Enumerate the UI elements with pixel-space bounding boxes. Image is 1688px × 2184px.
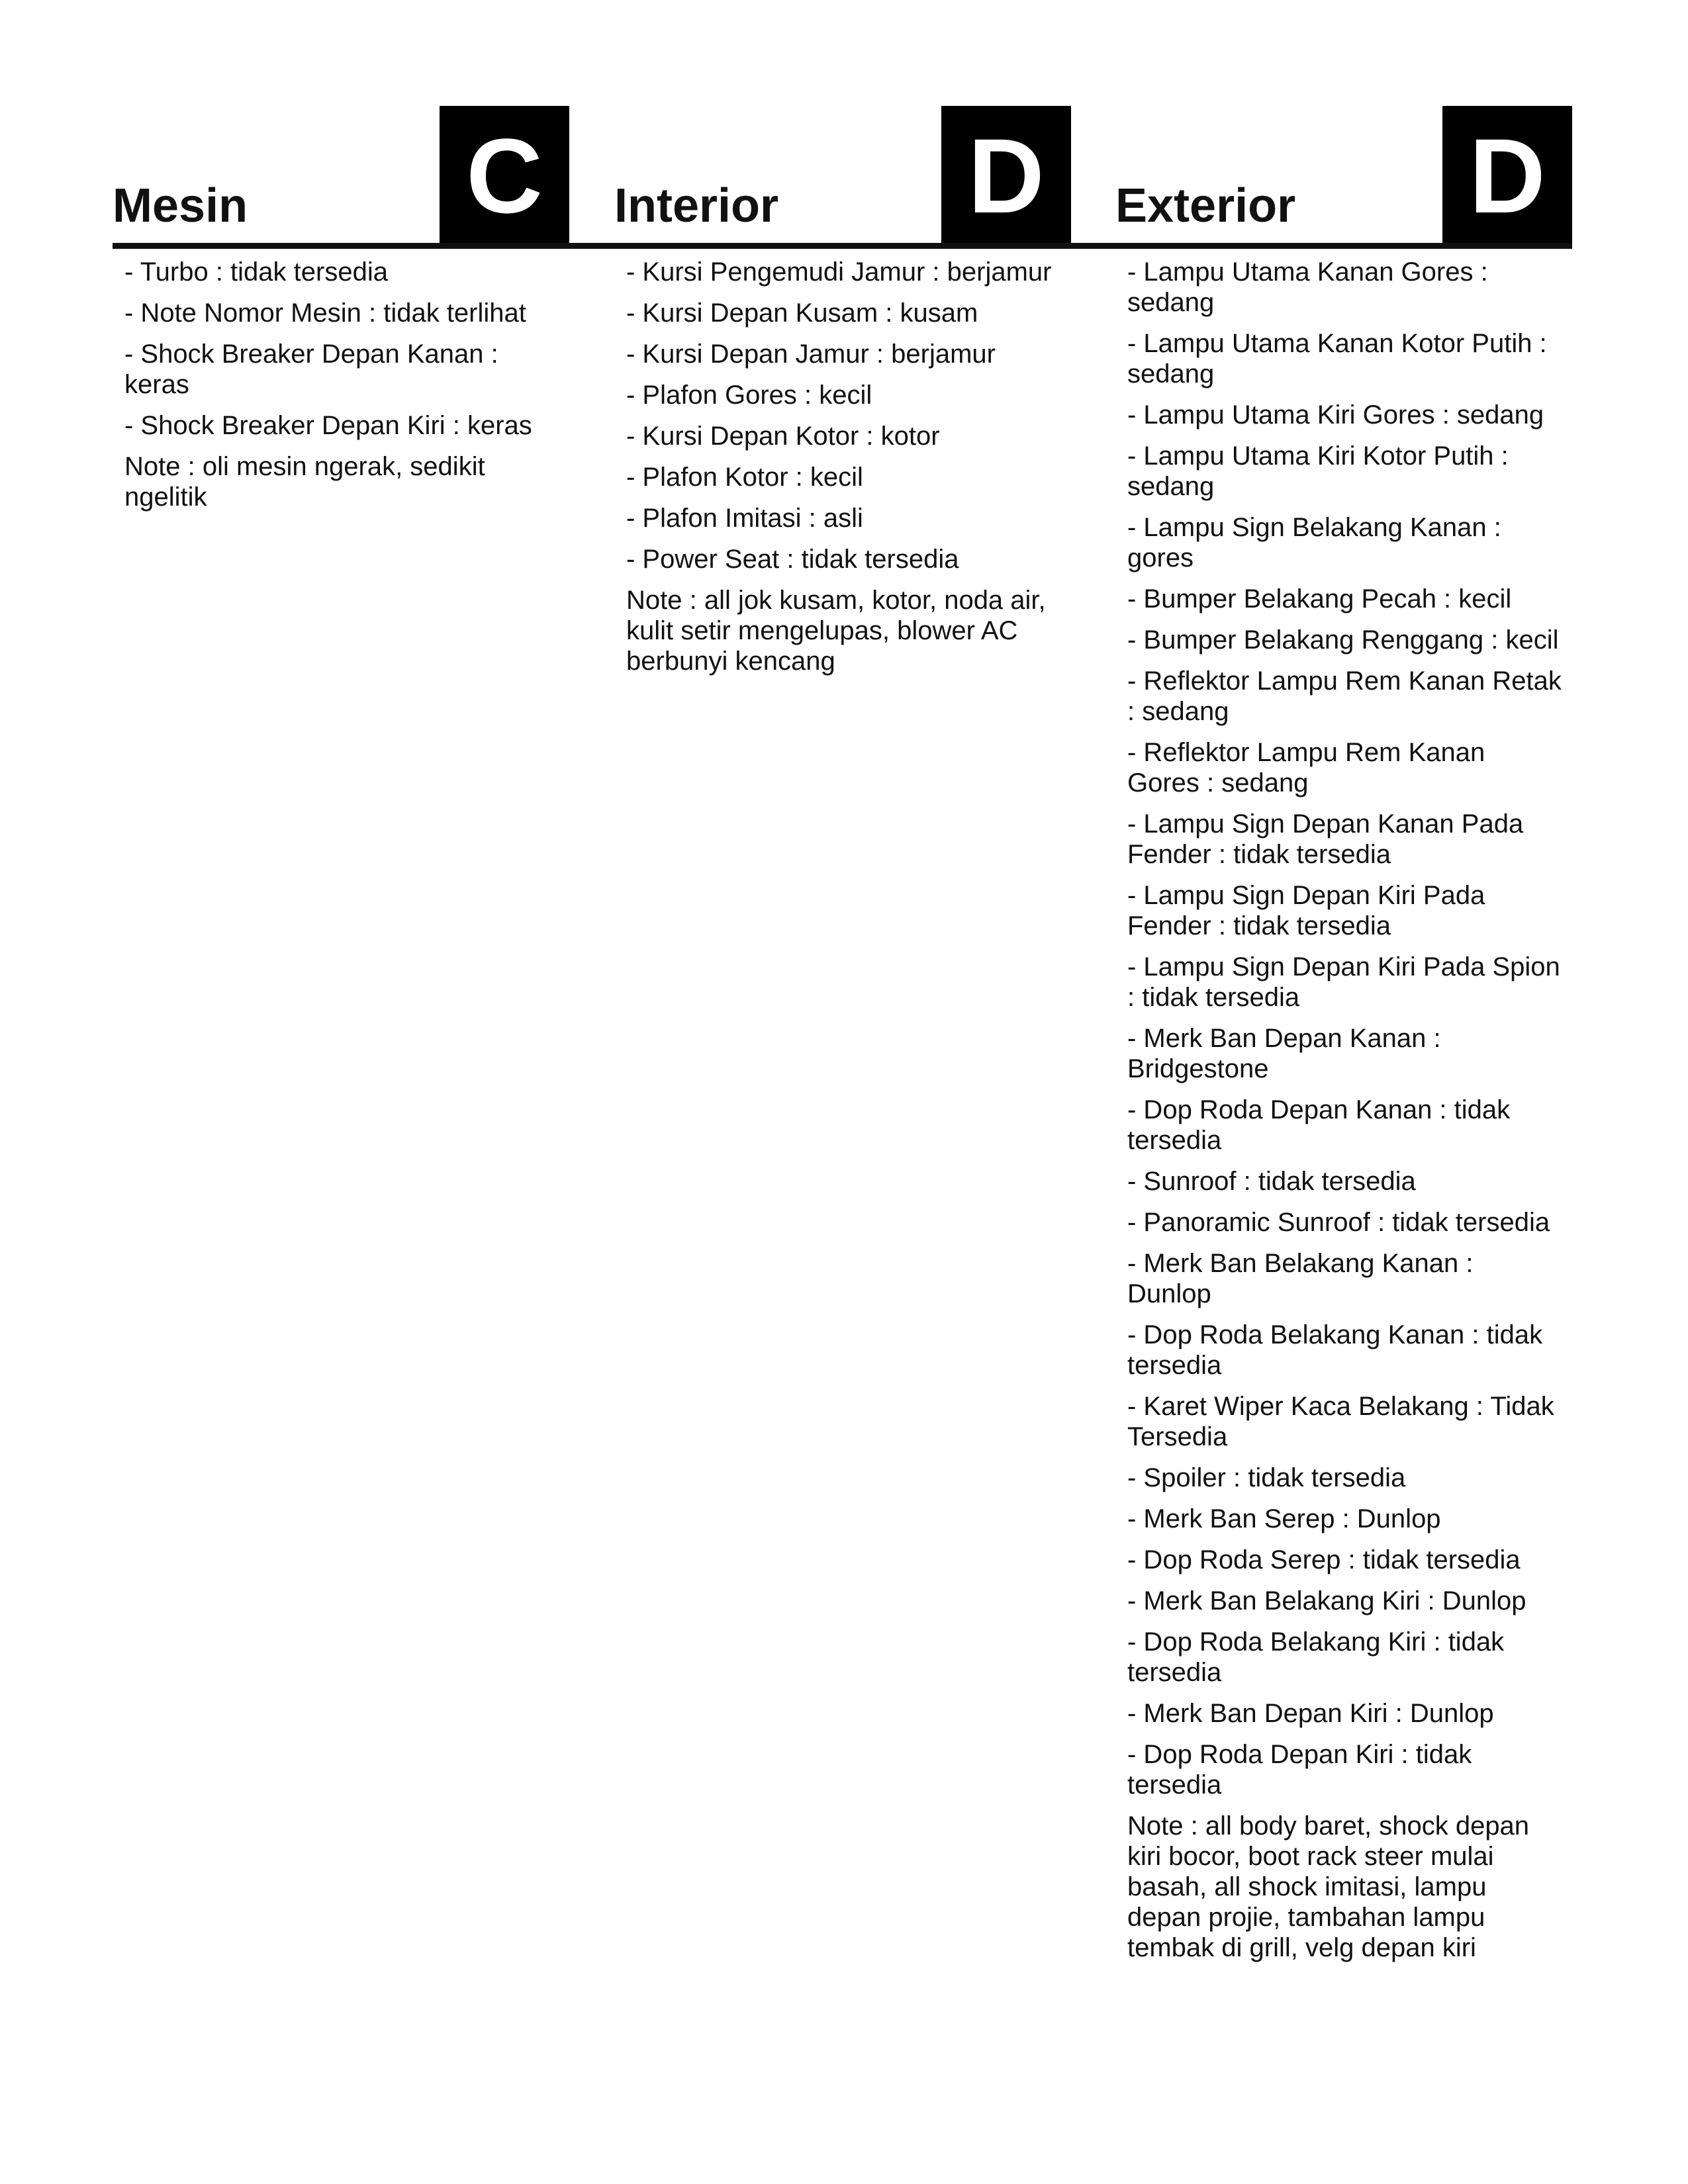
list-item: - Note Nomor Mesin : tidak terlihat xyxy=(124,298,526,328)
list-item: - Kursi Depan Kotor : kotor xyxy=(626,422,940,451)
list-item: - Shock Breaker Depan Kanan : keras xyxy=(124,340,498,399)
list-item: - Spoiler : tidak tersedia xyxy=(1127,1463,1406,1492)
list-item: - Dop Roda Serep : tidak tersedia xyxy=(1127,1545,1521,1574)
list-item: - Plafon Gores : kecil xyxy=(626,381,872,410)
mesin-title: Mesin xyxy=(113,179,248,232)
list-item: - Bumper Belakang Pecah : kecil xyxy=(1127,584,1512,614)
exterior-title: Exterior xyxy=(1115,179,1296,232)
section-note: Note : oli mesin ngerak, sedikit ngelitik xyxy=(124,452,485,512)
interior-grade-badge: D xyxy=(941,106,1071,243)
list-item: - Merk Ban Belakang Kanan : Dunlop xyxy=(1127,1249,1474,1308)
list-item: - Merk Ban Depan Kiri : Dunlop xyxy=(1127,1699,1494,1728)
list-item: - Dop Roda Depan Kanan : tidak tersedia xyxy=(1127,1095,1511,1155)
list-item: - Reflektor Lampu Rem Kanan Gores : sedang xyxy=(1127,738,1485,797)
mesin-header xyxy=(113,106,569,243)
exterior-items-list xyxy=(1127,257,1564,1974)
exterior-header xyxy=(1115,106,1572,243)
list-item: - Sunroof : tidak tersedia xyxy=(1127,1167,1416,1196)
list-item: - Dop Roda Belakang Kiri : tidak tersedia xyxy=(1127,1627,1505,1687)
list-item: - Shock Breaker Depan Kiri : keras xyxy=(124,411,532,440)
list-item: - Lampu Utama Kanan Gores : sedang xyxy=(1127,257,1488,317)
mesin-grade-badge: C xyxy=(440,106,569,243)
mesin-items-list xyxy=(124,257,561,523)
list-item: - Plafon Kotor : kecil xyxy=(626,463,863,492)
list-item: - Lampu Sign Depan Kiri Pada Spion : tidak tersedia xyxy=(1127,952,1560,1012)
list-item: - Kursi Depan Jamur : berjamur xyxy=(626,340,996,369)
list-item: - Turbo : tidak tersedia xyxy=(124,257,388,287)
interior-title: Interior xyxy=(614,179,779,232)
list-item: - Bumper Belakang Renggang : kecil xyxy=(1127,625,1559,655)
section-note: Note : all body baret, shock depan kiri bocor, boot rack steer mulai basah, all shock imitasi, lampu depan projie, tambahan lampu tembak di grill, velg depan kiri xyxy=(1127,1811,1530,1962)
interior-items-list xyxy=(626,257,1063,687)
list-item: - Lampu Utama Kiri Kotor Putih : sedang xyxy=(1127,441,1509,501)
list-item: - Merk Ban Depan Kanan : Bridgestone xyxy=(1127,1024,1441,1083)
list-item: - Kursi Pengemudi Jamur : berjamur xyxy=(626,257,1052,287)
list-item: - Plafon Imitasi : asli xyxy=(626,504,863,533)
list-item: - Merk Ban Belakang Kiri : Dunlop xyxy=(1127,1586,1526,1615)
list-item: - Lampu Sign Belakang Kanan : gores xyxy=(1127,513,1501,572)
section-header-row xyxy=(113,106,1572,249)
list-item: - Dop Roda Depan Kiri : tidak tersedia xyxy=(1127,1740,1472,1799)
list-item: - Lampu Sign Depan Kiri Pada Fender : tidak tersedia xyxy=(1127,881,1485,940)
list-item: - Lampu Sign Depan Kanan Pada Fender : tidak tersedia xyxy=(1127,809,1524,869)
list-item: - Kursi Depan Kusam : kusam xyxy=(626,298,978,328)
list-item: - Dop Roda Belakang Kanan : tidak tersedia xyxy=(1127,1320,1543,1380)
list-item: - Lampu Utama Kanan Kotor Putih : sedang xyxy=(1127,329,1547,388)
list-item: - Lampu Utama Kiri Gores : sedang xyxy=(1127,400,1544,430)
list-item: - Panoramic Sunroof : tidak tersedia xyxy=(1127,1208,1550,1237)
interior-header xyxy=(614,106,1071,243)
list-item: - Power Seat : tidak tersedia xyxy=(626,545,959,574)
list-item: - Karet Wiper Kaca Belakang : Tidak Tersedia xyxy=(1127,1392,1554,1451)
list-item: - Reflektor Lampu Rem Kanan Retak : sedang xyxy=(1127,666,1562,726)
section-note: Note : all jok kusam, kotor, noda air, kulit setir mengelupas, blower AC berbunyi kencang xyxy=(626,586,1046,676)
exterior-grade-badge: D xyxy=(1442,106,1572,243)
list-item: - Merk Ban Serep : Dunlop xyxy=(1127,1504,1441,1533)
